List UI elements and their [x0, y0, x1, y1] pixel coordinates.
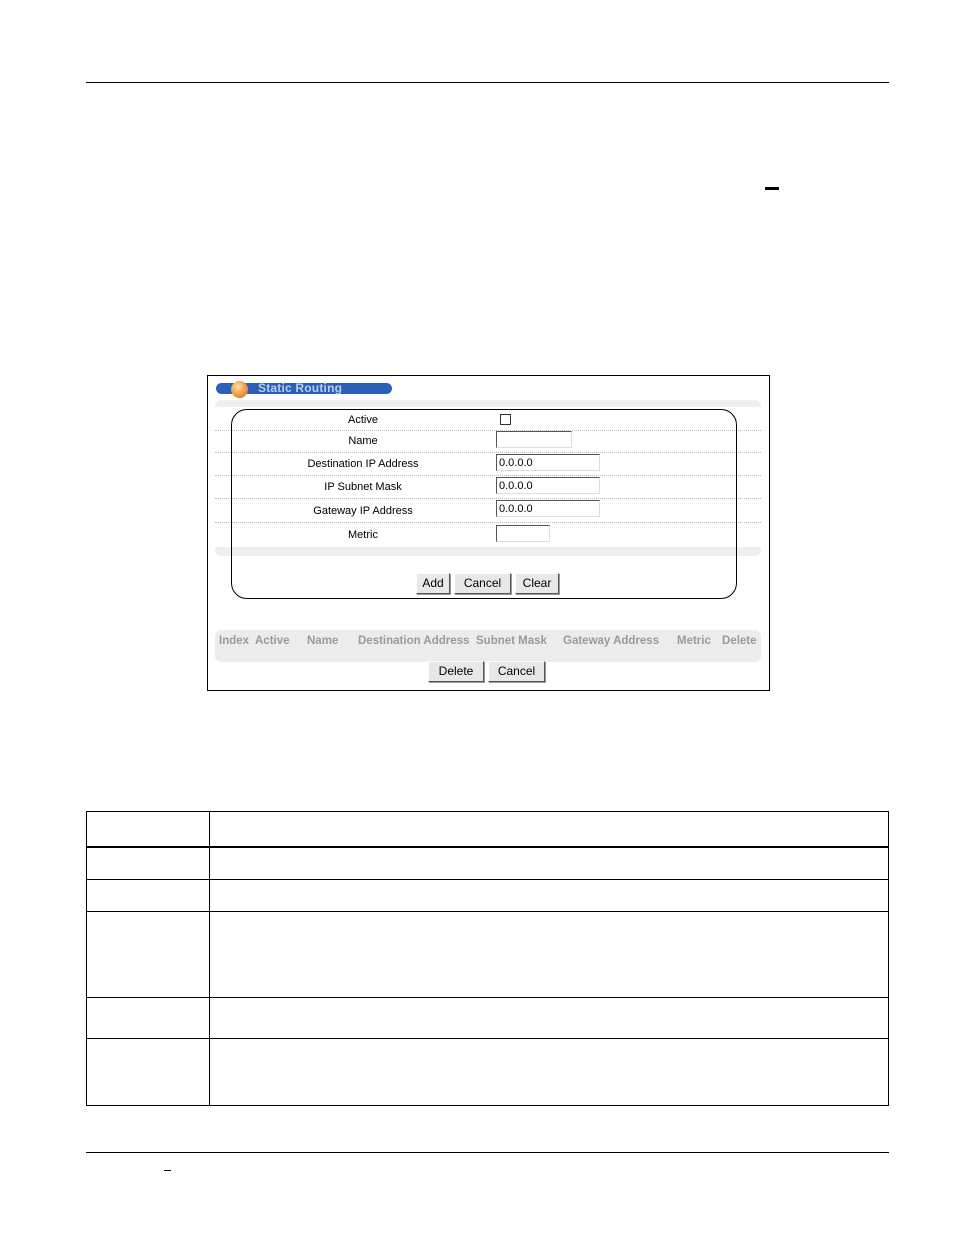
- table-row: [87, 879, 888, 880]
- description-table: [86, 811, 889, 1106]
- delete-button[interactable]: Delete: [428, 661, 484, 682]
- table-row: [87, 1038, 888, 1039]
- footer-dash-mark: [164, 1170, 171, 1171]
- metric-label: Metric: [348, 529, 378, 541]
- name-label: Name: [348, 435, 378, 447]
- highlight-oval: [231, 409, 737, 599]
- title-orb-icon: [231, 381, 248, 398]
- header-delete: Delete: [722, 635, 757, 647]
- table-column-divider: [209, 812, 210, 1105]
- table-row: [87, 911, 888, 912]
- gateway-ip-label: Gateway IP Address: [313, 505, 413, 517]
- active-label: Active: [348, 414, 378, 426]
- route-list-header: [215, 630, 761, 652]
- add-button[interactable]: Add: [416, 573, 450, 594]
- page-title: Static Routing: [258, 381, 343, 395]
- header-rule: [86, 82, 889, 83]
- table-row: [87, 997, 888, 998]
- header-gateway-address: Gateway Address: [563, 635, 660, 647]
- header-subnet-mask: Subnet Mask: [476, 635, 547, 647]
- header-index: Index: [219, 635, 250, 647]
- table-header-rule: [87, 846, 888, 848]
- list-cancel-button[interactable]: Cancel: [488, 661, 545, 682]
- cancel-button[interactable]: Cancel: [454, 573, 511, 594]
- footer-rule: [86, 1152, 889, 1153]
- header-destination-address: Destination Address: [358, 635, 470, 647]
- header-dash-mark: [765, 187, 779, 190]
- header-name: Name: [307, 635, 339, 647]
- destination-ip-label: Destination IP Address: [307, 458, 419, 470]
- header-active: Active: [255, 635, 290, 647]
- static-routing-screenshot: [207, 375, 770, 691]
- subnet-mask-label: IP Subnet Mask: [324, 481, 402, 493]
- header-metric: Metric: [677, 635, 711, 647]
- clear-button[interactable]: Clear: [515, 573, 559, 594]
